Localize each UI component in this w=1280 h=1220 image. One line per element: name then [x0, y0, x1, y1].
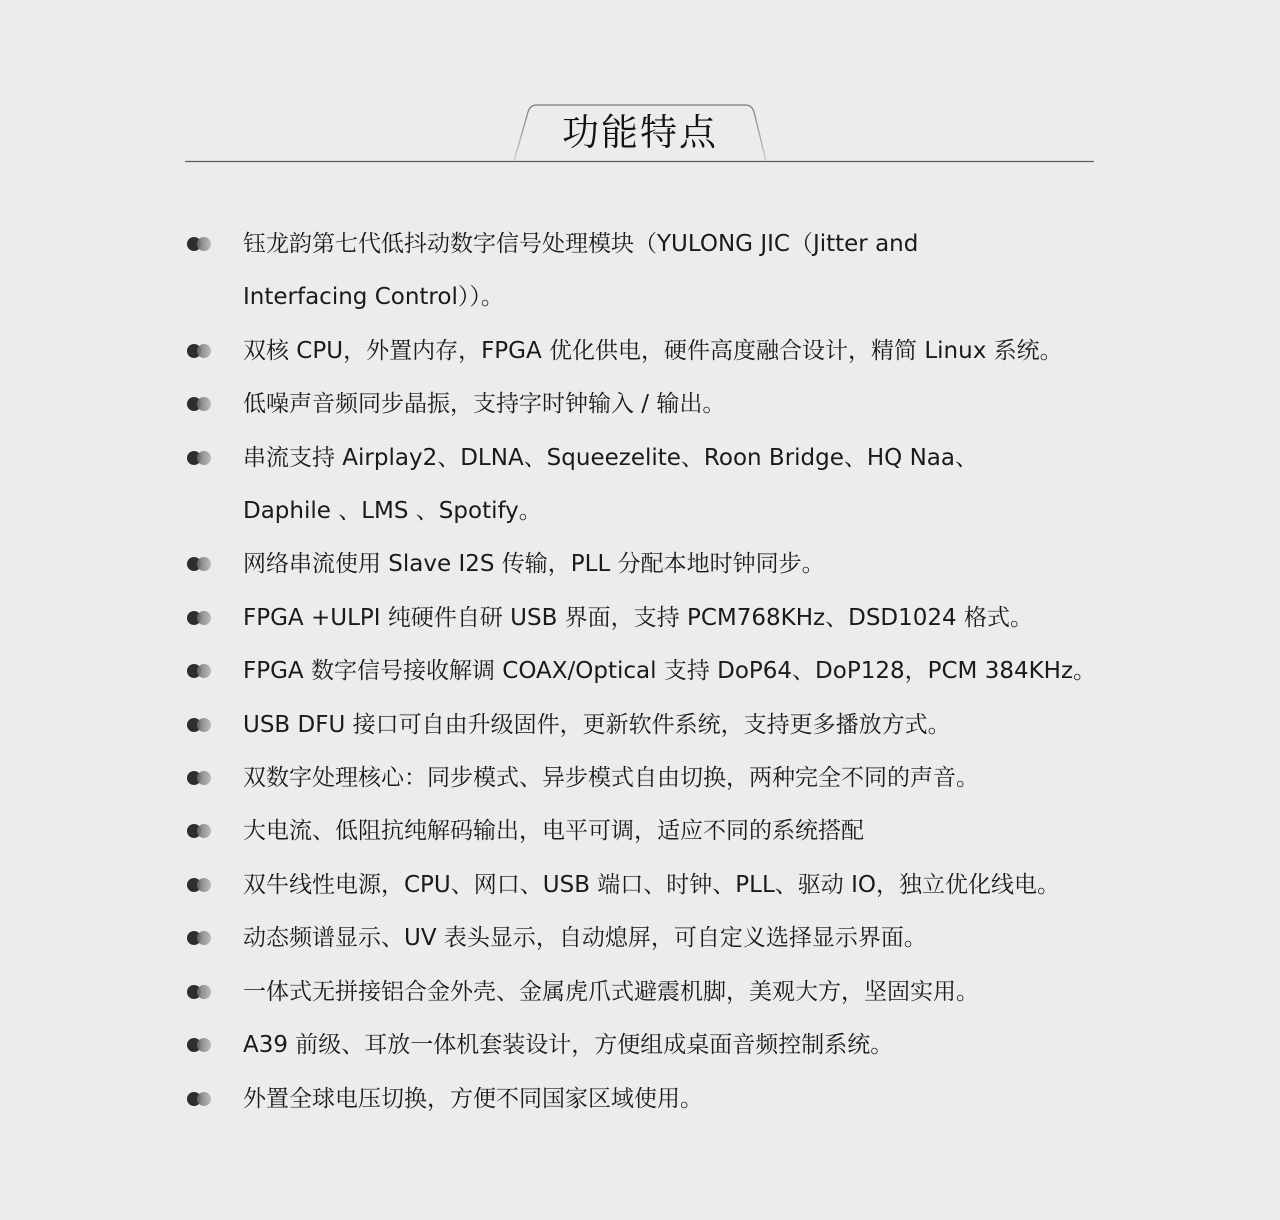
feature-text: A39 前级、耳放一体机套装设计，方便组成桌面音频控制系统。 [243, 1032, 894, 1059]
feature-item [185, 645, 1115, 698]
feature-text: 双牛线性电源，CPU、网口、USB 端口、时钟、PLL、驱动 IO，独立优化线电。 [243, 871, 1060, 898]
bullet-icon [185, 397, 215, 411]
page-title: 功能特点 [562, 111, 718, 154]
feature-item [185, 859, 1115, 912]
feature-item [185, 699, 1115, 752]
bullet-icon [185, 344, 215, 358]
bullet-icon [185, 1092, 215, 1106]
bullet-icon [185, 1038, 215, 1052]
bullet-icon [185, 985, 215, 999]
feature-text: 钰龙韵第七代低抖动数字信号处理模块（YULONG JIC（Jitter and [243, 231, 919, 257]
feature-text: 低噪声音频同步晶振，支持字时钟输入 / 输出。 [243, 391, 726, 418]
bullet-icon [185, 878, 215, 892]
bullet-icon [185, 237, 215, 251]
feature-item [185, 378, 1115, 431]
feature-text: 串流支持 Airplay2、DLNA、Squeezelite、Roon Bridge、HQ Naa、 [243, 444, 978, 471]
feature-item [185, 966, 1115, 1019]
feature-item [185, 325, 1115, 378]
feature-item [185, 752, 1115, 805]
feature-text: FPGA +ULPI 纯硬件自研 USB 界面，支持 PCM768KHz、DSD1024 格式。 [243, 604, 1033, 631]
bullet-icon [185, 664, 215, 678]
bullet-icon [185, 771, 215, 785]
feature-text: 外置全球电压切换，方便不同国家区域使用。 [243, 1085, 703, 1112]
feature-item [185, 592, 1115, 645]
feature-text: FPGA 数字信号接收解调 COAX/Optical 支持 DoP64、DoP128，PCM 384KHz。 [243, 658, 1097, 685]
feature-text: 大电流、低阻抗纯解码输出，电平可调，适应不同的系统搭配 [243, 818, 864, 845]
bullet-icon [185, 824, 215, 838]
feature-text: 网络串流使用 Slave I2S 传输，PLL 分配本地时钟同步。 [243, 551, 825, 578]
feature-item [185, 218, 1115, 325]
feature-item [185, 432, 1115, 539]
feature-text: 双核 CPU，外置内存，FPGA 优化供电，硬件高度融合设计，精简 Linux 系统。 [243, 337, 1063, 364]
feature-text: 动态频谱显示、UV 表头显示，自动熄屏，可自定义选择显示界面。 [243, 925, 927, 952]
feature-text: 一体式无拼接铝合金外壳、金属虎爪式避震机脚，美观大方，坚固实用。 [243, 978, 979, 1005]
feature-item [185, 1073, 1115, 1126]
bullet-icon [185, 718, 215, 732]
bullet-icon [185, 611, 215, 625]
section-header [0, 0, 1280, 170]
feature-item [185, 912, 1115, 965]
bullet-icon [185, 931, 215, 945]
bullet-icon [185, 451, 215, 465]
feature-item [185, 538, 1115, 591]
feature-text: Interfacing Control））。 [243, 284, 504, 311]
feature-text: USB DFU 接口可自由升级固件，更新软件系统，支持更多播放方式。 [243, 711, 951, 738]
feature-text: Daphile 、LMS 、Spotify。 [243, 498, 542, 525]
feature-item [185, 805, 1115, 858]
feature-list [185, 218, 1115, 1126]
bullet-icon [185, 557, 215, 571]
feature-item [185, 1019, 1115, 1072]
feature-text: 双数字处理核心：同步模式、异步模式自由切换，两种完全不同的声音。 [243, 765, 979, 792]
